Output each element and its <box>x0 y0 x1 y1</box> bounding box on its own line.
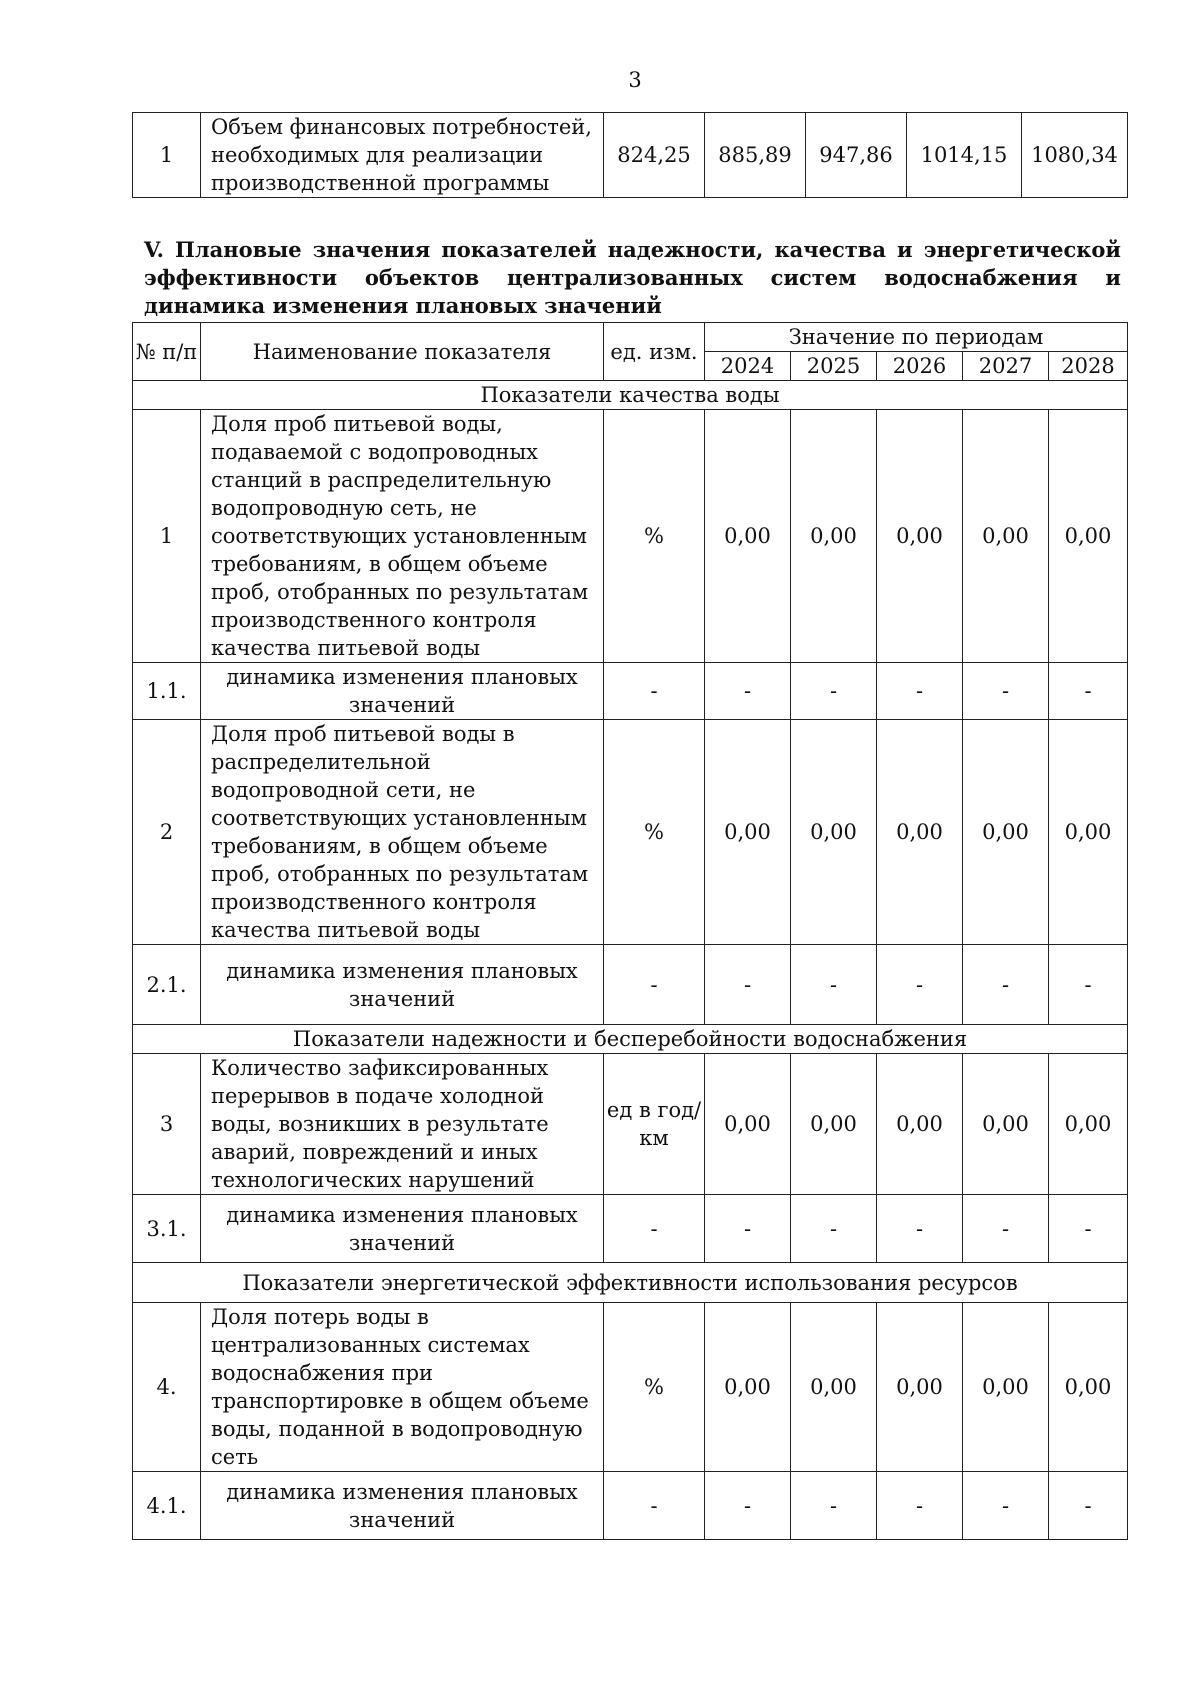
value-cell: - <box>963 1472 1049 1540</box>
value-cell: 0,00 <box>1049 1303 1128 1472</box>
value-cell: 0,00 <box>877 1054 963 1195</box>
page-number: 3 <box>628 68 642 92</box>
value-cell: 0,00 <box>963 1303 1049 1472</box>
value-cell: 1080,34 <box>1022 113 1128 198</box>
value-cell: 0,00 <box>963 1054 1049 1195</box>
indicator-name: Объем финансовых потребностей, необходимых для реализации производственной программы <box>201 113 604 198</box>
value-cell: - <box>791 1472 877 1540</box>
row-number: 3.1. <box>133 1195 201 1263</box>
indicator-name: динамика изменения плановых значений <box>201 663 604 720</box>
indicator-name: Количество зафиксированных перерывов в подаче холодной воды, возникших в результате аварий, повреждений и иных технологических нарушений <box>201 1054 604 1195</box>
indicator-name: Доля проб питьевой воды, подаваемой с водопроводных станций в распределительную водопроводную сеть, не соответствующих установленным требованиям, в общем объеме проб, отобранных по результатам производственного контроля качества питьевой воды <box>201 410 604 663</box>
row-number: 2 <box>133 720 201 945</box>
value-cell: 0,00 <box>705 720 791 945</box>
header-year: 2025 <box>791 352 877 381</box>
section-heading: V. Плановые значения показателей надежности, качества и энергетической эффективности объектов централизованных систем водоснабжения и динамика изменения плановых значений <box>144 237 1121 318</box>
value-cell: 0,00 <box>877 410 963 663</box>
table-row <box>133 663 1128 720</box>
value-cell: 0,00 <box>705 1303 791 1472</box>
value-cell: 0,00 <box>877 1303 963 1472</box>
table-row <box>133 1054 1128 1195</box>
value-cell: 1014,15 <box>907 113 1022 198</box>
unit-cell: - <box>604 1472 705 1540</box>
value-cell: - <box>963 663 1049 720</box>
indicator-name: Доля потерь воды в централизованных системах водоснабжения при транспортировке в общем объеме воды, поданной в водопроводную сеть <box>201 1303 604 1472</box>
value-cell: 0,00 <box>791 720 877 945</box>
section-row <box>133 381 1128 410</box>
unit-cell: - <box>604 1195 705 1263</box>
table-row <box>133 720 1128 945</box>
value-cell: 947,86 <box>806 113 907 198</box>
table-row <box>133 1195 1128 1263</box>
row-number: 3 <box>133 1054 201 1195</box>
value-cell: 0,00 <box>791 1054 877 1195</box>
row-number: 4. <box>133 1303 201 1472</box>
table-row <box>133 1303 1128 1472</box>
value-cell: 0,00 <box>1049 1054 1128 1195</box>
unit-cell: ед в год/ км <box>604 1054 705 1195</box>
header-num: № п/п <box>133 323 201 381</box>
indicators-table <box>132 322 1128 1540</box>
header-year: 2028 <box>1049 352 1128 381</box>
table-row <box>133 1472 1128 1540</box>
table-row <box>133 945 1128 1025</box>
header-year: 2027 <box>963 352 1049 381</box>
value-cell: - <box>1049 945 1128 1025</box>
header-unit: ед. изм. <box>604 323 705 381</box>
table-row <box>133 410 1128 663</box>
header-year: 2024 <box>705 352 791 381</box>
row-number: 4.1. <box>133 1472 201 1540</box>
value-cell: - <box>1049 1195 1128 1263</box>
row-number: 2.1. <box>133 945 201 1025</box>
row-number: 1 <box>133 113 201 198</box>
table-row <box>133 113 1128 198</box>
unit-cell: % <box>604 1303 705 1472</box>
row-number: 1.1. <box>133 663 201 720</box>
section-row <box>133 1025 1128 1054</box>
value-cell: - <box>963 1195 1049 1263</box>
row-number: 1 <box>133 410 201 663</box>
section-row <box>133 1263 1128 1303</box>
unit-cell: - <box>604 663 705 720</box>
value-cell: 0,00 <box>963 410 1049 663</box>
unit-cell: - <box>604 945 705 1025</box>
value-cell: 0,00 <box>1049 410 1128 663</box>
value-cell: - <box>877 945 963 1025</box>
value-cell: 0,00 <box>963 720 1049 945</box>
unit-cell: % <box>604 410 705 663</box>
header-periods: Значение по периодам <box>705 323 1128 352</box>
header-name: Наименование показателя <box>201 323 604 381</box>
value-cell: - <box>963 945 1049 1025</box>
indicator-name: динамика изменения плановых значений <box>201 1472 604 1540</box>
section-title: Показатели энергетической эффективности использования ресурсов <box>133 1263 1128 1303</box>
value-cell: - <box>877 1472 963 1540</box>
indicator-name: динамика изменения плановых значений <box>201 1195 604 1263</box>
header-year: 2026 <box>877 352 963 381</box>
value-cell: - <box>791 1195 877 1263</box>
value-cell: 0,00 <box>791 1303 877 1472</box>
indicator-name: динамика изменения плановых значений <box>201 945 604 1025</box>
value-cell: - <box>1049 663 1128 720</box>
value-cell: - <box>1049 1472 1128 1540</box>
value-cell: 0,00 <box>1049 720 1128 945</box>
value-cell: - <box>705 1472 791 1540</box>
financial-needs-table <box>132 112 1128 198</box>
indicator-name: Доля проб питьевой воды в распределительной водопроводной сети, не соответствующих установленным требованиям, в общем объеме проб, отобранных по результатам производственного контроля качества питьевой воды <box>201 720 604 945</box>
value-cell: - <box>877 663 963 720</box>
unit-cell: % <box>604 720 705 945</box>
value-cell: 0,00 <box>705 1054 791 1195</box>
value-cell: 824,25 <box>604 113 705 198</box>
value-cell: 885,89 <box>705 113 806 198</box>
value-cell: - <box>791 663 877 720</box>
value-cell: - <box>705 1195 791 1263</box>
header-row <box>133 323 1128 352</box>
value-cell: - <box>791 945 877 1025</box>
section-title: Показатели качества воды <box>133 381 1128 410</box>
value-cell: - <box>705 945 791 1025</box>
section-title: Показатели надежности и бесперебойности водоснабжения <box>133 1025 1128 1054</box>
value-cell: - <box>877 1195 963 1263</box>
value-cell: 0,00 <box>705 410 791 663</box>
value-cell: - <box>705 663 791 720</box>
value-cell: 0,00 <box>877 720 963 945</box>
value-cell: 0,00 <box>791 410 877 663</box>
